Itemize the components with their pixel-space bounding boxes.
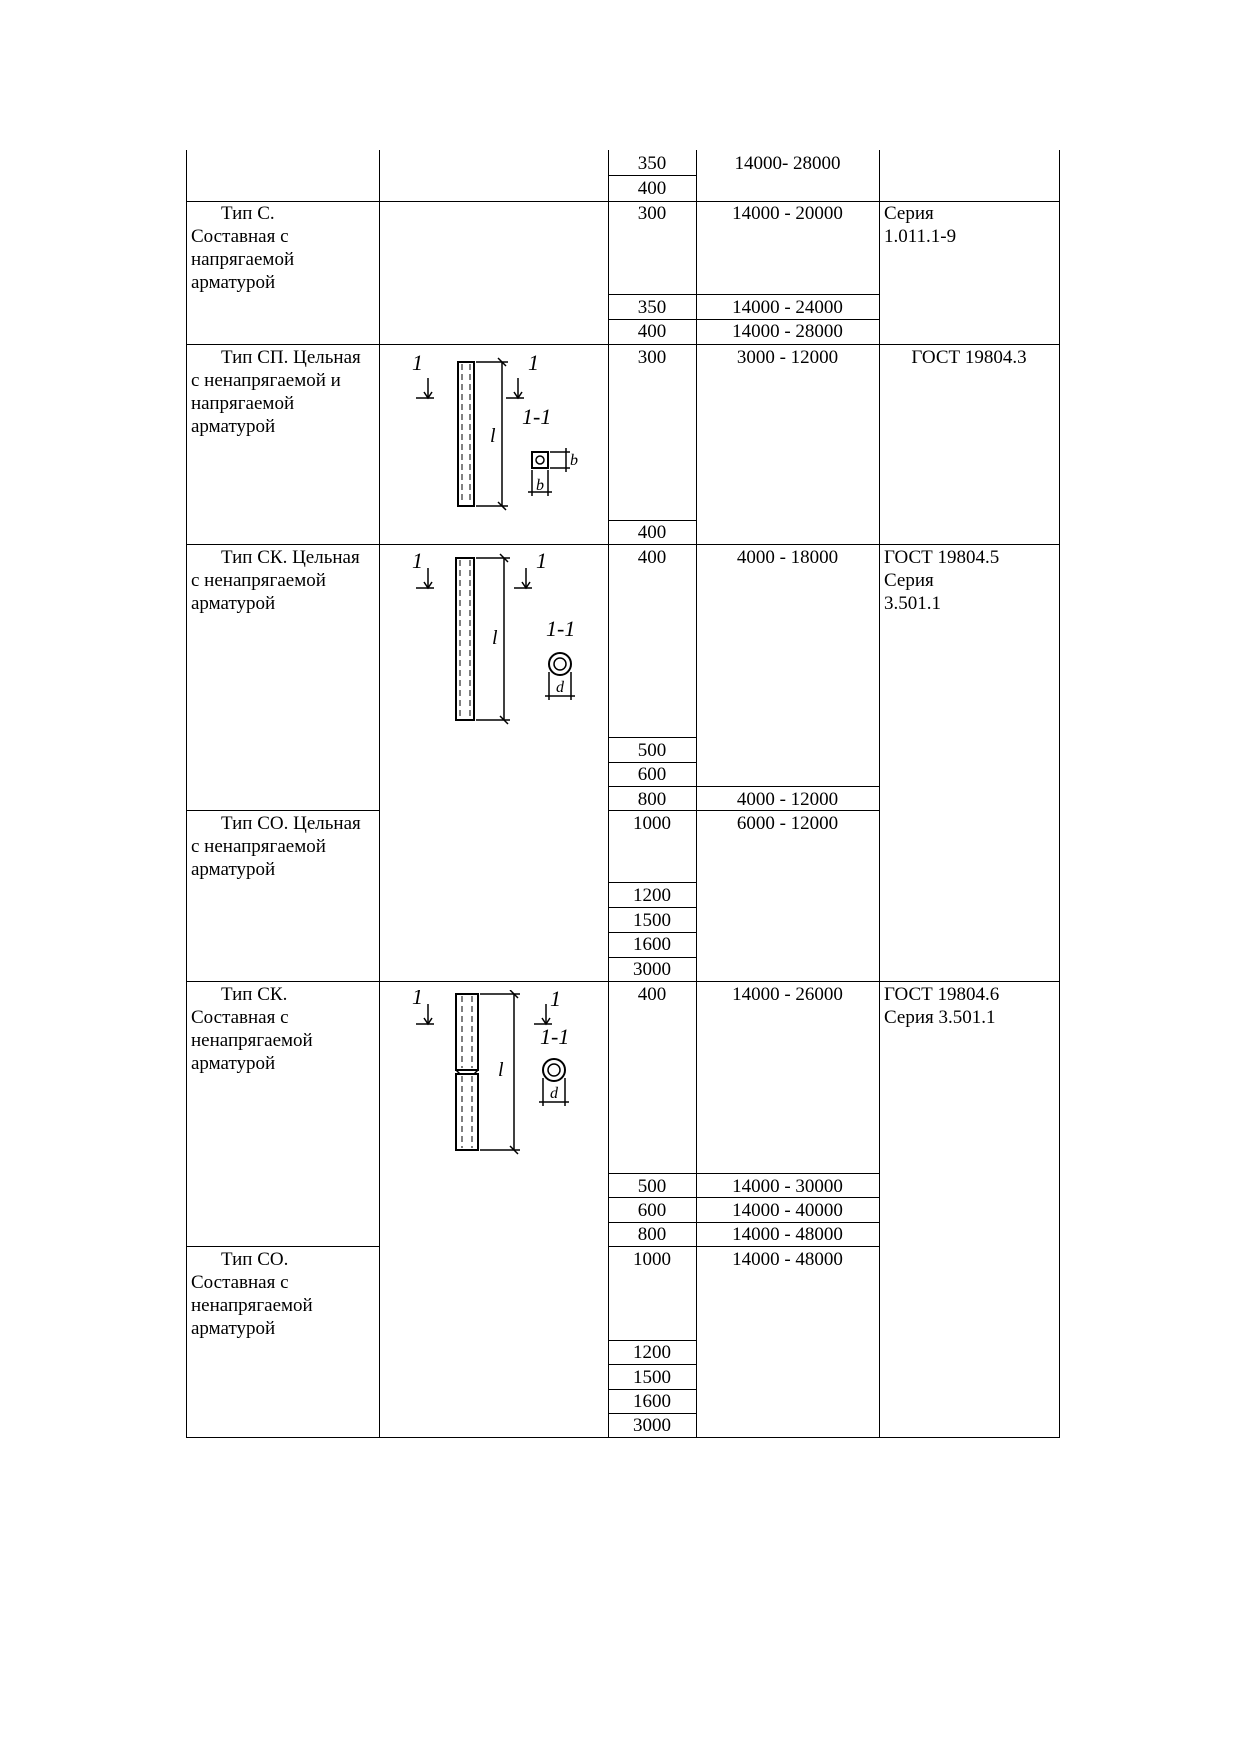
length-cell: 3000 - 12000	[736, 347, 839, 368]
diameter-cell: 300	[637, 203, 667, 224]
section-label: 1-1	[540, 1024, 570, 1049]
diameter-cell: 350	[637, 153, 667, 174]
length-cell: 14000 - 30000	[732, 1176, 843, 1197]
side-label-right: b	[570, 452, 578, 469]
diameter-cell: 400	[637, 178, 667, 199]
type-name: Тип СО. Цельная с ненапрягаемой арматурой	[191, 813, 361, 880]
diameter-cell: 1500	[633, 910, 671, 931]
length-cell: 4000 - 18000	[736, 547, 839, 568]
diameter-cell: 400	[637, 321, 667, 342]
diameter-cell: 1200	[633, 1342, 671, 1363]
section-label: 1-1	[546, 616, 576, 641]
length-label: l	[492, 627, 498, 649]
section-mark-left: 1	[412, 350, 423, 375]
diameter-cell: 500	[637, 740, 667, 761]
length-cell: 14000 - 48000	[732, 1224, 843, 1245]
section-label: 1-1	[522, 404, 552, 429]
diameter-cell: 600	[637, 764, 667, 785]
standard-doc: Серия 1.011.1-9	[884, 203, 957, 247]
standard-doc: ГОСТ 19804.3	[911, 347, 1027, 368]
type-name: Тип СО. Составная с ненапрягаемой арматурой	[191, 1249, 313, 1339]
diameter-cell: 400	[637, 547, 667, 568]
diameter-cell: 300	[637, 347, 667, 368]
section-mark-left: 1	[412, 552, 423, 573]
length-cell: 14000- 28000	[734, 153, 841, 174]
diameter-cell: 1500	[633, 1367, 671, 1388]
length-cell: 14000 - 26000	[732, 984, 843, 1005]
type-name: Тип СК. Цельная с ненапрягаемой арматурой	[191, 547, 360, 614]
diameter-cell: 400	[637, 522, 667, 543]
section-mark-right: 1	[550, 990, 561, 1011]
length-label: l	[498, 1059, 504, 1081]
diameter-label: d	[550, 1085, 558, 1102]
length-label: l	[490, 425, 496, 447]
length-cell: 14000 - 48000	[732, 1249, 843, 1270]
length-cell: 14000 - 20000	[732, 203, 843, 224]
diameter-cell: 1000	[633, 813, 671, 834]
diameter-cell: 1600	[633, 1391, 671, 1412]
pile-round-solid-drawing	[410, 552, 590, 732]
diameter-cell: 400	[637, 984, 667, 1005]
type-name: Тип СП. Цельная с ненапрягаемой и напрягаемой арматурой	[191, 347, 361, 437]
length-cell: 4000 - 12000	[736, 789, 839, 810]
diameter-cell: 600	[637, 1200, 667, 1221]
pile-square-drawing	[410, 350, 590, 520]
section-mark-left: 1	[412, 990, 423, 1009]
diameter-cell: 1000	[633, 1249, 671, 1270]
type-name: Тип С. Составная с напрягаемой арматурой	[191, 203, 295, 293]
diameter-cell: 500	[637, 1176, 667, 1197]
diameter-cell: 800	[637, 789, 667, 810]
diameter-cell: 3000	[633, 959, 671, 980]
standard-doc: ГОСТ 19804.5 Серия 3.501.1	[884, 547, 1000, 614]
diameter-label: d	[556, 679, 564, 696]
section-mark-right: 1	[536, 552, 547, 573]
side-label-bottom: b	[536, 477, 544, 494]
length-cell: 14000 - 40000	[732, 1200, 843, 1221]
diameter-cell: 1600	[633, 934, 671, 955]
diameter-cell: 3000	[633, 1415, 671, 1436]
diameter-cell: 350	[637, 297, 667, 318]
length-cell: 14000 - 28000	[732, 321, 843, 342]
type-name: Тип СК. Составная с ненапрягаемой арматурой	[191, 984, 313, 1074]
length-cell: 14000 - 24000	[732, 297, 843, 318]
length-cell: 6000 - 12000	[736, 813, 839, 834]
standard-doc: ГОСТ 19804.6 Серия 3.501.1	[884, 984, 1000, 1028]
diameter-cell: 800	[637, 1224, 667, 1245]
diameter-cell: 1200	[633, 885, 671, 906]
section-mark-right: 1	[528, 350, 539, 375]
pile-round-composite-drawing	[410, 990, 590, 1165]
